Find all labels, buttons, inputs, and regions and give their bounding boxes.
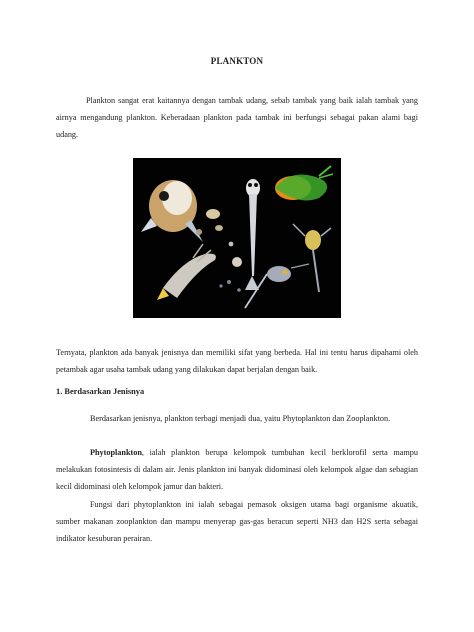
section-heading: 1. Berdasarkan Jenisnya: [56, 387, 145, 396]
small-larva-shape: [206, 209, 223, 231]
fish-larva-shape: [141, 180, 203, 242]
zoea-larva-shape: [293, 224, 331, 292]
after-image-paragraph: Ternyata, plankton ada banyak jenisnya dan memiliki sifat yang berbeda. Hal ini tentu harus dipahami oleh petambak agar usaha tambak udang yang dilakukan dapat berjalan dengan baik.: [56, 348, 418, 375]
phytoplankton-term: Phytoplankton: [90, 448, 142, 458]
phytoplankton-definition: , ialah plankton berupa kelompok tumbuhan kecil berklorofil serta mampu melakukan fotosintesis di dalam air. Jenis plankton ini banyak didominasi oleh kelompok algae dan sebagian kecil didominasi oleh kelompok jamur dan bakteri.: [56, 448, 418, 492]
document-title: PLANKTON: [210, 56, 264, 66]
phytoplankton-paragraph: [56, 444, 418, 495]
arrow-worm-shape: [245, 179, 260, 290]
plankton-photo: [133, 158, 341, 318]
section-paragraph-types: Berdasarkan jenisnya, plankton terbagi menjadi dua, yaitu Phytoplankton dan Zooplankton.: [90, 414, 391, 424]
mysis-shape: [157, 244, 216, 300]
plankton-illustration: [133, 158, 341, 318]
intro-paragraph: Plankton sangat erat kaitannya dengan tambak udang, sebab tambak yang baik ialah tambak yang airnya mengandung plankton. Keberadaan plankton pada tambak ini berfungsi sebagai pakan alami bagi udang.: [56, 96, 418, 140]
phytoplankton-function-paragraph: Fungsi dari phytoplankton ini ialah sebagai pemasok oksigen utama bagi organisme akuatik, sumber makanan zooplankton dan mampu menyerap gas-gas beracun seperti NH3 dan H2S serta sebagai indikator kesuburan perairan.: [56, 500, 418, 544]
green-copepod-shape: [275, 166, 333, 200]
